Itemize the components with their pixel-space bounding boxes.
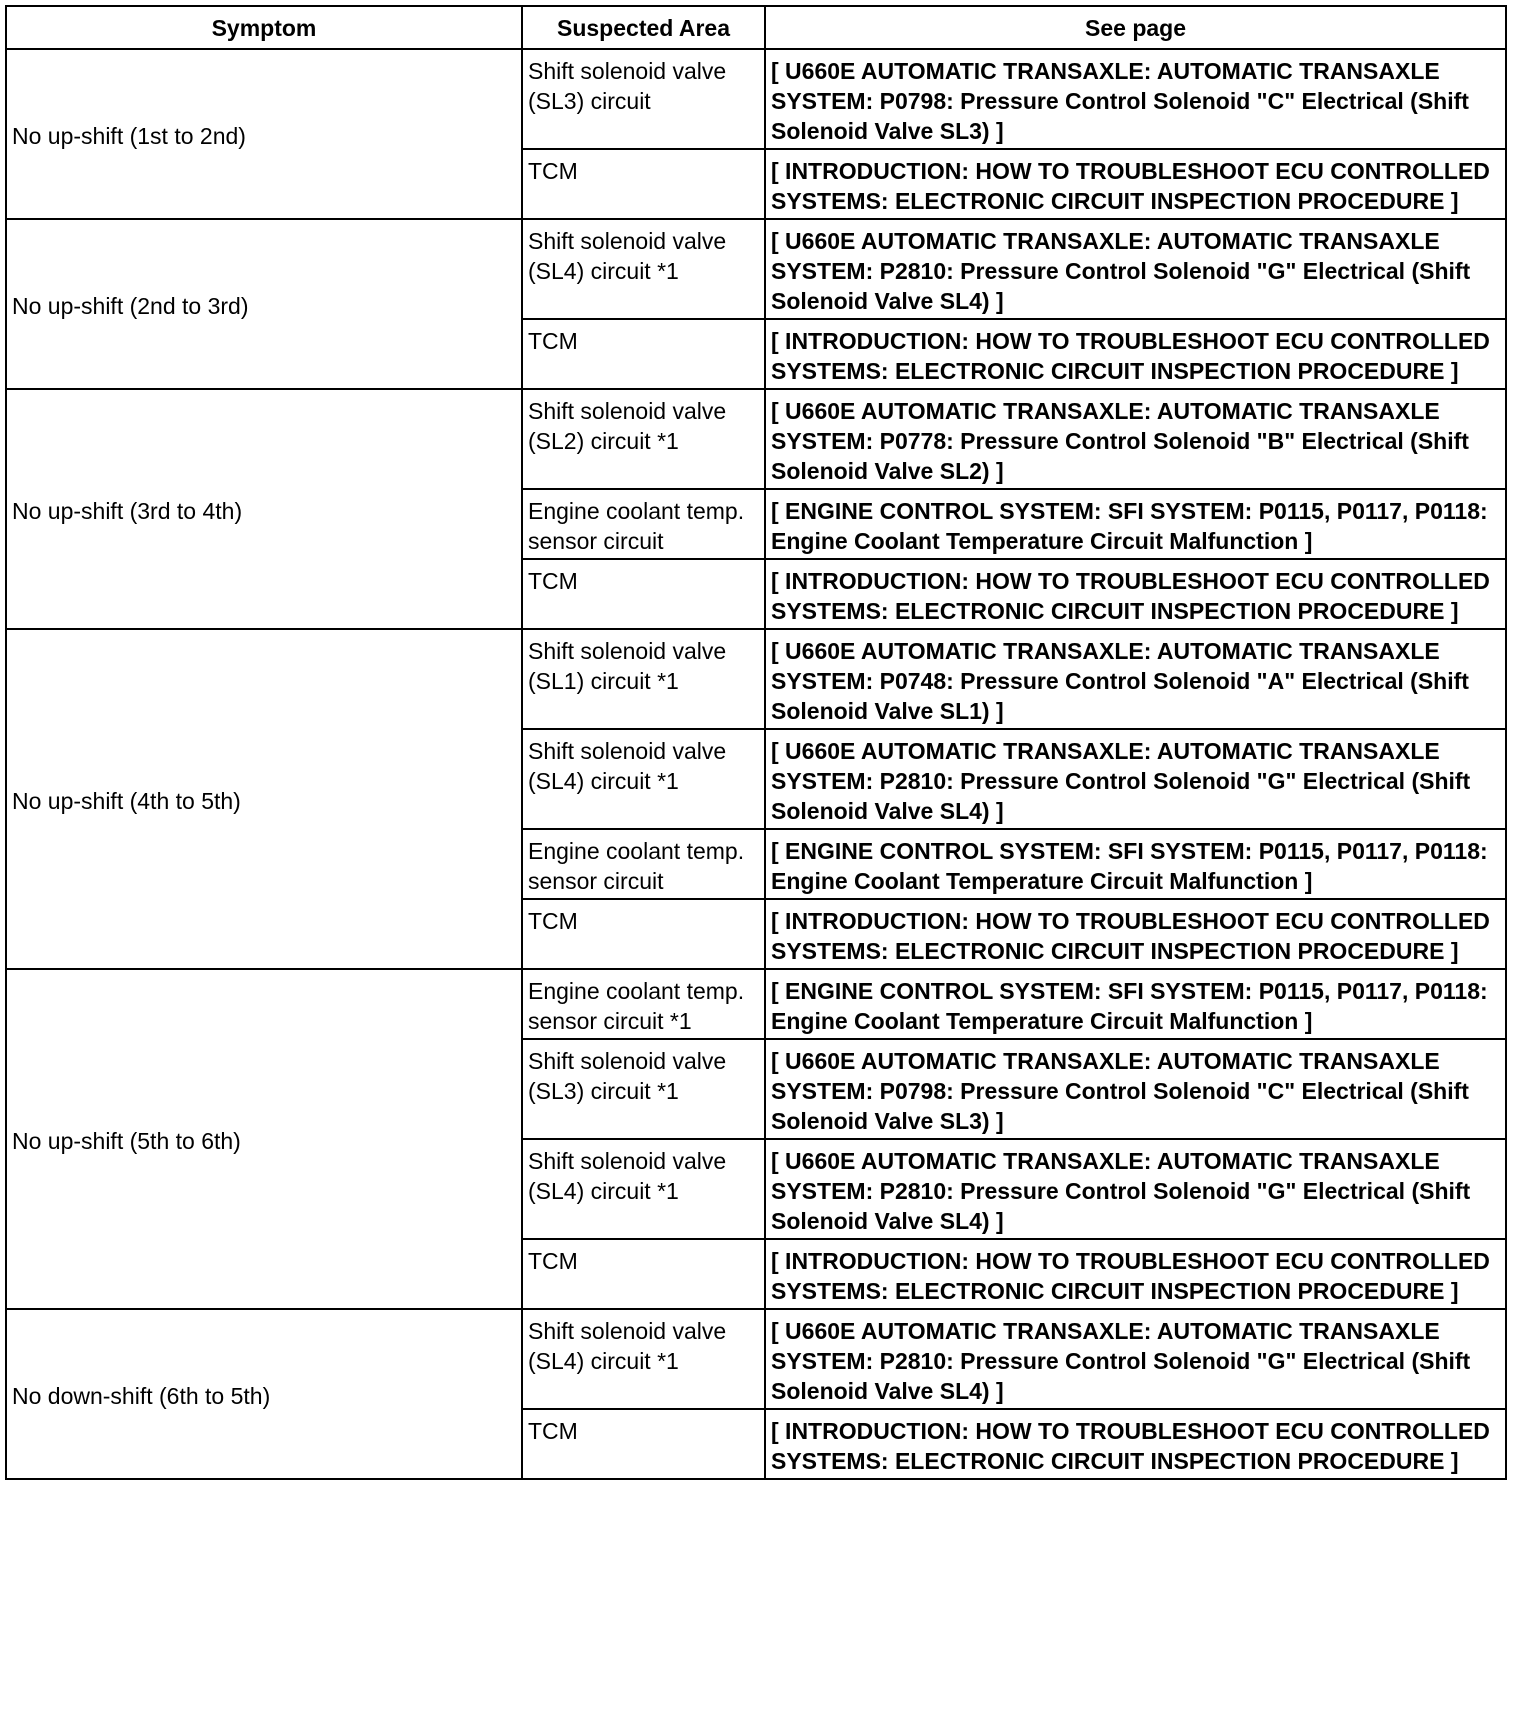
see-page-reference[interactable]: [ INTRODUCTION: HOW TO TROUBLESHOOT ECU CONTROLLED SYSTEMS: ELECTRONIC CIRCUIT INSPECTION PROCEDURE ] [765,899,1506,969]
suspected-area-cell: TCM [522,1409,765,1479]
see-page-reference[interactable]: [ ENGINE CONTROL SYSTEM: SFI SYSTEM: P0115, P0117, P0118: Engine Coolant Temperature Circuit Malfunction ] [765,969,1506,1039]
table-row [6,629,1506,729]
table-row [6,969,1506,1039]
see-page-reference[interactable]: [ U660E AUTOMATIC TRANSAXLE: AUTOMATIC TRANSAXLE SYSTEM: P2810: Pressure Control Solenoid "G" Electrical (Shift Solenoid Valve SL4) ] [765,729,1506,829]
symptom-cell: No down-shift (6th to 5th) [6,1309,522,1479]
symptom-cell: No up-shift (5th to 6th) [6,969,522,1309]
suspected-area-cell: Shift solenoid valve (SL2) circuit *1 [522,389,765,489]
see-page-reference[interactable]: [ U660E AUTOMATIC TRANSAXLE: AUTOMATIC TRANSAXLE SYSTEM: P2810: Pressure Control Solenoid "G" Electrical (Shift Solenoid Valve SL4) ] [765,219,1506,319]
suspected-area-cell: Engine coolant temp. sensor circuit [522,829,765,899]
header-see-page: See page [765,6,1506,49]
suspected-area-cell: Shift solenoid valve (SL4) circuit *1 [522,219,765,319]
table-body [6,49,1506,1479]
suspected-area-cell: TCM [522,149,765,219]
suspected-area-cell: Shift solenoid valve (SL4) circuit *1 [522,729,765,829]
see-page-reference[interactable]: [ INTRODUCTION: HOW TO TROUBLESHOOT ECU CONTROLLED SYSTEMS: ELECTRONIC CIRCUIT INSPECTION PROCEDURE ] [765,1239,1506,1309]
see-page-reference[interactable]: [ INTRODUCTION: HOW TO TROUBLESHOOT ECU CONTROLLED SYSTEMS: ELECTRONIC CIRCUIT INSPECTION PROCEDURE ] [765,559,1506,629]
header-suspected-area: Suspected Area [522,6,765,49]
suspected-area-cell: TCM [522,899,765,969]
suspected-area-cell: Shift solenoid valve (SL1) circuit *1 [522,629,765,729]
table-row [6,49,1506,149]
suspected-area-cell: Shift solenoid valve (SL3) circuit *1 [522,1039,765,1139]
see-page-reference[interactable]: [ INTRODUCTION: HOW TO TROUBLESHOOT ECU CONTROLLED SYSTEMS: ELECTRONIC CIRCUIT INSPECTION PROCEDURE ] [765,149,1506,219]
header-symptom: Symptom [6,6,522,49]
header-row [6,6,1506,49]
table-row [6,389,1506,489]
see-page-reference[interactable]: [ U660E AUTOMATIC TRANSAXLE: AUTOMATIC TRANSAXLE SYSTEM: P2810: Pressure Control Solenoid "G" Electrical (Shift Solenoid Valve SL4) ] [765,1139,1506,1239]
troubleshooting-table [5,5,1507,1480]
see-page-reference[interactable]: [ U660E AUTOMATIC TRANSAXLE: AUTOMATIC TRANSAXLE SYSTEM: P0798: Pressure Control Solenoid "C" Electrical (Shift Solenoid Valve SL3) ] [765,1039,1506,1139]
suspected-area-cell: Shift solenoid valve (SL4) circuit *1 [522,1309,765,1409]
symptom-cell: No up-shift (4th to 5th) [6,629,522,969]
suspected-area-cell: TCM [522,1239,765,1309]
symptom-cell: No up-shift (2nd to 3rd) [6,219,522,389]
see-page-reference[interactable]: [ U660E AUTOMATIC TRANSAXLE: AUTOMATIC TRANSAXLE SYSTEM: P0748: Pressure Control Solenoid "A" Electrical (Shift Solenoid Valve SL1) ] [765,629,1506,729]
suspected-area-cell: Shift solenoid valve (SL3) circuit [522,49,765,149]
table-row [6,219,1506,319]
suspected-area-cell: Engine coolant temp. sensor circuit *1 [522,969,765,1039]
see-page-reference[interactable]: [ U660E AUTOMATIC TRANSAXLE: AUTOMATIC TRANSAXLE SYSTEM: P2810: Pressure Control Solenoid "G" Electrical (Shift Solenoid Valve SL4) ] [765,1309,1506,1409]
symptom-cell: No up-shift (1st to 2nd) [6,49,522,219]
see-page-reference[interactable]: [ ENGINE CONTROL SYSTEM: SFI SYSTEM: P0115, P0117, P0118: Engine Coolant Temperature Circuit Malfunction ] [765,829,1506,899]
see-page-reference[interactable]: [ INTRODUCTION: HOW TO TROUBLESHOOT ECU CONTROLLED SYSTEMS: ELECTRONIC CIRCUIT INSPECTION PROCEDURE ] [765,319,1506,389]
symptom-cell: No up-shift (3rd to 4th) [6,389,522,629]
suspected-area-cell: Engine coolant temp. sensor circuit [522,489,765,559]
see-page-reference[interactable]: [ U660E AUTOMATIC TRANSAXLE: AUTOMATIC TRANSAXLE SYSTEM: P0798: Pressure Control Solenoid "C" Electrical (Shift Solenoid Valve SL3) ] [765,49,1506,149]
suspected-area-cell: TCM [522,319,765,389]
see-page-reference[interactable]: [ U660E AUTOMATIC TRANSAXLE: AUTOMATIC TRANSAXLE SYSTEM: P0778: Pressure Control Solenoid "B" Electrical (Shift Solenoid Valve SL2) ] [765,389,1506,489]
suspected-area-cell: Shift solenoid valve (SL4) circuit *1 [522,1139,765,1239]
table-row [6,1309,1506,1409]
see-page-reference[interactable]: [ INTRODUCTION: HOW TO TROUBLESHOOT ECU CONTROLLED SYSTEMS: ELECTRONIC CIRCUIT INSPECTION PROCEDURE ] [765,1409,1506,1479]
suspected-area-cell: TCM [522,559,765,629]
see-page-reference[interactable]: [ ENGINE CONTROL SYSTEM: SFI SYSTEM: P0115, P0117, P0118: Engine Coolant Temperature Circuit Malfunction ] [765,489,1506,559]
